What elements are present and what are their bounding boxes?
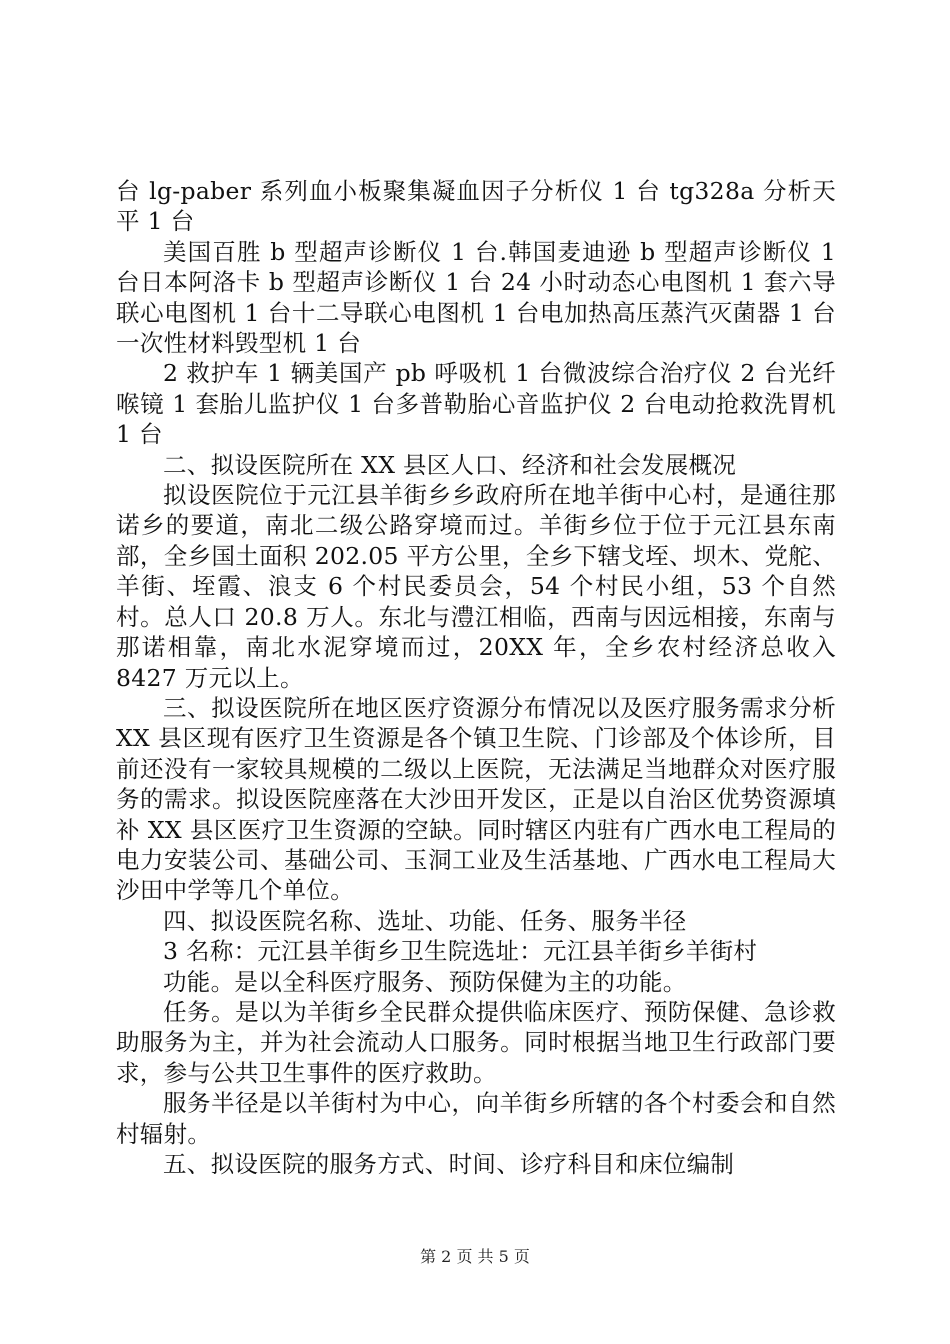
document-body — [116, 176, 836, 1179]
paragraph-2: 美国百胜 b 型超声诊断仪 1 台.韩国麦迪逊 b 型超声诊断仪 1 台日本阿洛卡 b 型超声诊断仪 1 台 24 小时动态心电图机 1 套六导联心电图机 1 台十二导联心电图机 1 台电加热高压蒸汽灭菌器 1 台一次性材料毁型机 1 台 — [116, 237, 836, 358]
paragraph-6: 3 名称：元江县羊街乡卫生院选址：元江县羊街乡羊街村 — [163, 937, 758, 966]
page-number-label: 第 2 页 共 5 页 — [420, 1247, 530, 1266]
section-heading-4: 四、拟设医院名称、选址、功能、任务、服务半径 — [163, 906, 687, 935]
paragraph-7: 功能。是以全科医疗服务、预防保健为主的功能。 — [163, 967, 687, 996]
paragraph-3: 2 救护车 1 辆美国产 pb 呼吸机 1 台微波综合治疗仪 2 台光纤喉镜 1 套胎儿监护仪 1 台多普勒胎心音监护仪 2 台电动抢救洗胃机 1 台 — [116, 359, 836, 449]
section-heading-5: 五、拟设医院的服务方式、时间、诊疗科目和床位编制 — [163, 1150, 735, 1178]
paragraph-8: 任务。是以为羊街乡全民群众提供临床医疗、预防保健、急诊救助服务为主，并为社会流动人口服务。同时根据当地卫生行政部门要求，参与公共卫生事件的医疗救助。 — [116, 997, 836, 1087]
paragraph-5: 三、拟设医院所在地区医疗资源分布情况以及医疗服务需求分析 XX 县区现有医疗卫生资源是各个镇卫生院、门诊部及个体诊所，目前还没有一家较具规模的二级以上医院，无法满足当地群众对医疗服务的需求。拟设医院座落在大沙田开发区，正是以自治区优势资源填补 XX 县区医疗卫生资源的空缺。同时辖区内驻有广西水电工程局的电力安装公司、基础公司、玉洞工业及生活基地、广西水电工程局大沙田中学等几个单位。 — [116, 693, 836, 905]
paragraph-4: 拟设医院位于元江县羊街乡乡政府所在地羊街中心村，是通往那诺乡的要道，南北二级公路穿境而过。羊街乡位于位于元江县东南部，全乡国土面积 202.05 平方公里，全乡下辖戈垤、坝木、党舵、羊街、垤霞、浪支 6 个村民委员会，54 个村民小组，53 个自然村。总人口 20.8 万人。东北与澧江相临，西南与因远相接，东南与那诺相靠，南北水泥穿境而过，20XX 年，全乡农村经济总收入 8427 万元以上。 — [116, 481, 836, 692]
section-heading-2: 二、拟设医院所在 XX 县区人口、经济和社会发展概况 — [163, 450, 737, 479]
paragraph-1: 台 lg-paber 系列血小板聚集凝血因子分析仪 1 台 tg328a 分析天平 1 台 — [116, 177, 836, 236]
page-footer — [0, 1244, 950, 1267]
paragraph-9: 服务半径是以羊街村为中心，向羊街乡所辖的各个村委会和自然村辐射。 — [116, 1089, 836, 1148]
